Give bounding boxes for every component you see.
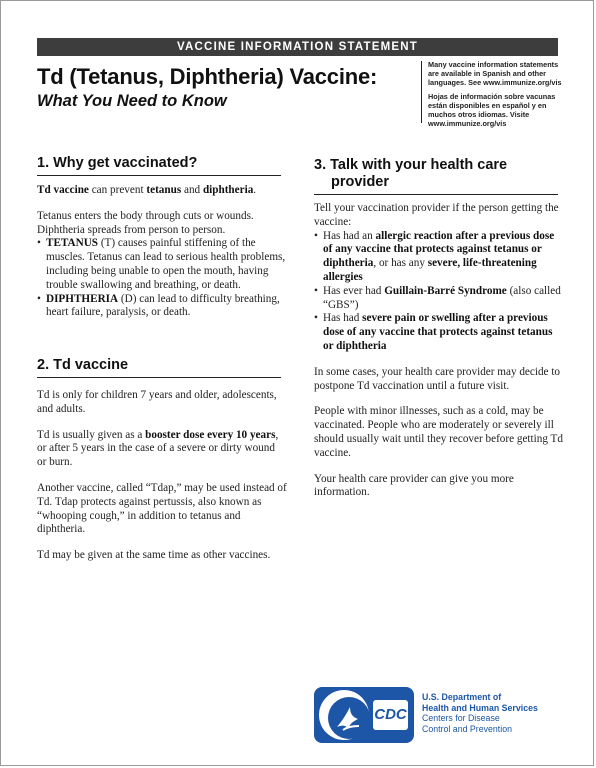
language-note-english: Many vaccine information statements are available in Spanish and other languages. See www.immunize.org/vis: [428, 60, 562, 87]
list-item-gbs: [314, 285, 564, 313]
hhs-cdc-logo: [314, 687, 414, 743]
text-bold: DIPHTHERIA: [46, 292, 119, 305]
text-bold: TETANUS: [46, 237, 99, 250]
section-2-heading: 2. Td vaccine: [37, 357, 281, 378]
section-2-booster: [37, 429, 287, 470]
agency-line: Health and Human Services: [422, 702, 538, 713]
text-bold: severe, life-threatening allergies: [323, 257, 537, 283]
section-3-intro: Tell your vaccination provider if the person getting the vaccine:: [314, 202, 559, 228]
text: Td is usually given as a: [37, 428, 146, 441]
section-2-tdap: Another vaccine, called “Tdap,” may be used instead of Td. Tdap protects against pertussis, also known as “whooping cough,” in addition to tetanus and diphtheria.: [37, 481, 287, 536]
section-1-transmission: Tetanus enters the body through cuts or wounds. Diphtheria spreads from person to person.: [37, 209, 254, 236]
agency-line: Centers for Disease: [422, 713, 500, 723]
text: can lead to difficulty breathing, heart failure, paralysis, or death.: [46, 292, 280, 319]
eagle-icon: [328, 697, 370, 739]
language-note-spanish: Hojas de información sobre vacunas están disponibles en español y en muchos otros idiomas. Visite www.immunize.org/vis: [428, 92, 556, 128]
section-3-heading-line: 3. Talk with your health care: [314, 157, 508, 173]
text: Has had: [323, 312, 363, 325]
agency-name: [422, 692, 572, 734]
section-3-list: [314, 230, 564, 354]
section-1-heading: 1. Why get vaccinated?: [37, 155, 281, 176]
text-bold: diphtheria: [202, 184, 254, 196]
section-1-body: [37, 184, 287, 332]
section-1-intro: [37, 184, 287, 198]
agency-line: U.S. Department of: [422, 692, 502, 702]
section-3-body: [314, 202, 564, 512]
text-bold: Td vaccine: [37, 184, 89, 196]
text-bold: allergic reaction after a previous dose of any vaccine that protects against tetanus or diphtheria: [323, 229, 555, 270]
list-item-swelling: [314, 312, 564, 353]
hhs-seal-icon: [319, 690, 369, 740]
section-3-minor-illness: People with minor illnesses, such as a cold, may be vaccinated. People who are moderately or severely ill should usually wait until they recover before getting Td vaccine.: [314, 405, 563, 459]
text: (D): [118, 292, 137, 305]
text: .: [253, 184, 257, 196]
section-2-eligibility: Td is only for children 7 years and older, adolescents, and adults.: [37, 389, 277, 415]
list-item-tetanus: [37, 237, 287, 292]
text: Has had an: [323, 229, 376, 242]
section-2-coadmin: Td may be given at the same time as other vaccines.: [37, 549, 271, 562]
header-divider: [421, 61, 422, 123]
hhs-seal-inner: [328, 697, 370, 739]
text: (also called “GBS”): [323, 284, 561, 311]
text: , or after 5 years in the case of a severe or dirty wound or burn.: [37, 428, 279, 469]
section-3-heading: [314, 157, 558, 195]
text: and: [181, 184, 203, 196]
section-1-list: [37, 237, 287, 320]
text-bold: booster dose every 10 years: [145, 428, 276, 441]
page-subtitle: What You Need to Know: [37, 92, 227, 110]
text-bold: tetanus: [146, 184, 182, 196]
section-3-postpone: In some cases, your health care provider may decide to postpone Td vaccination until a future visit.: [314, 365, 561, 392]
language-note: [428, 60, 568, 133]
text-bold: severe pain or swelling after a previous dose of any vaccine that protects against tetanus or diphtheria: [323, 312, 553, 352]
text: (T): [98, 237, 116, 250]
text-bold: Guillain-Barré Syndrome: [384, 284, 507, 297]
list-item-diphtheria: [37, 293, 287, 321]
section-2-body: [37, 389, 287, 575]
agency-line: Control and Prevention: [422, 723, 512, 734]
section-3-heading-line: provider: [331, 174, 390, 190]
page-title: Td (Tetanus, Diphtheria) Vaccine:: [37, 64, 378, 89]
text: can prevent: [88, 184, 147, 196]
section-3-more-info: Your health care provider can give you more information.: [314, 472, 514, 499]
vis-banner: VACCINE INFORMATION STATEMENT: [37, 38, 558, 56]
text: , or has any: [373, 257, 428, 270]
text: causes painful stiffening of the muscles. Tetanus can lead to serious health problems, including being unable to open the mouth, having trouble swallowing and breathing, or death.: [46, 237, 286, 291]
text: Has ever had: [323, 284, 385, 297]
cdc-logo-text: CDC: [373, 700, 408, 730]
list-item-allergy: [314, 230, 564, 285]
